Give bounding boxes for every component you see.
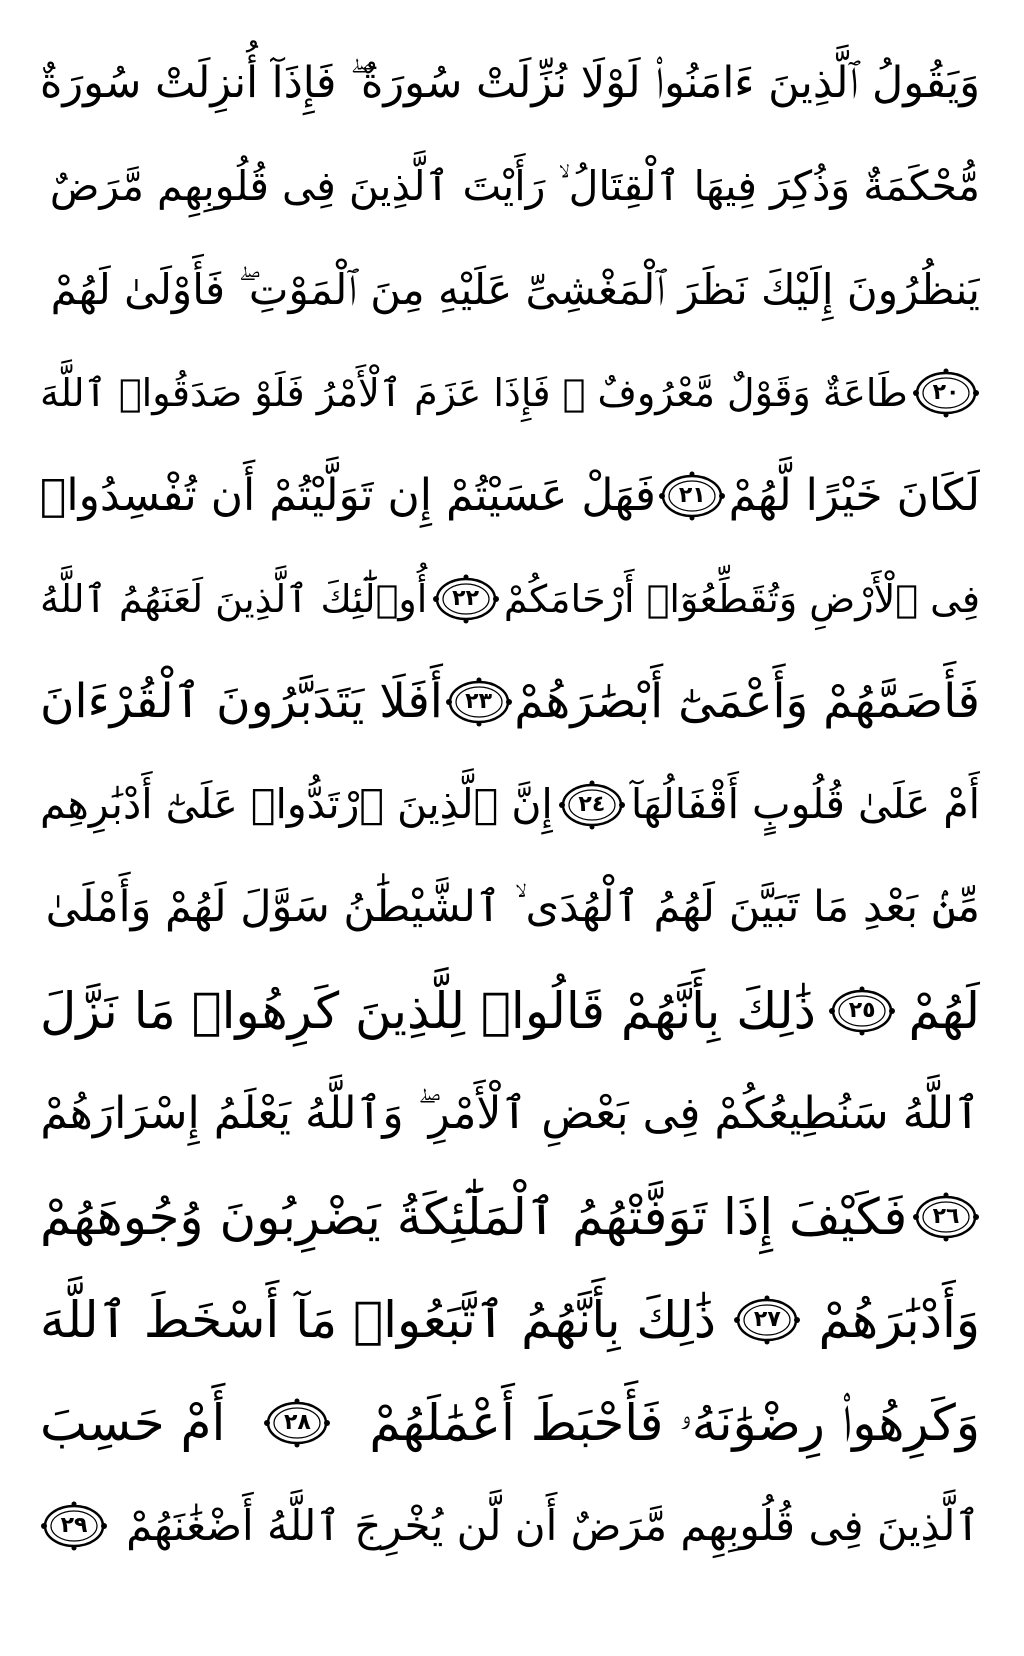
verse-text: مُّحْكَمَةٌ وَذُكِرَ فِيهَا ٱلْقِتَالُ ۙ رَأَيْتَ ٱلَّذِينَ فِى قُلُوبِهِم مَّرَضٌ xyxy=(49,162,980,210)
text-line xyxy=(40,238,980,341)
verse-text: وَيَقُولُ ٱلَّذِينَ ءَامَنُوا۟ لَوْلَا نُزِّلَتْ سُورَةٌ ۖ فَإِذَآ أُنزِلَتْ سُورَةٌ xyxy=(40,58,980,108)
text-line xyxy=(40,1165,980,1268)
verse-text: ذَٰلِكَ بِأَنَّهُمْ قَالُوا۟ لِلَّذِينَ كَرِهُوا۟ مَا نَزَّلَ xyxy=(40,981,816,1040)
text-line xyxy=(40,856,980,959)
ayah-end-marker xyxy=(558,779,626,831)
ayah-end-marker xyxy=(445,676,513,728)
verse-text: ٱللَّهُ سَنُطِيعُكُمْ فِى بَعْضِ ٱلْأَمْرِ ۖ وَٱللَّهُ يَعْلَمُ إِسْرَارَهُمْ xyxy=(40,1087,980,1139)
text-line xyxy=(40,753,980,856)
text-line xyxy=(40,959,980,1062)
ayah-number: ٢٩ xyxy=(60,1512,88,1538)
ayah-number: ٢٦ xyxy=(932,1203,960,1229)
ayah-end-marker xyxy=(658,470,726,522)
ayah-end-marker xyxy=(733,1294,801,1346)
text-line xyxy=(40,341,980,444)
text-line xyxy=(40,650,980,753)
verse-text: فِى ٱلْأَرْضِ وَتُقَطِّعُوٓا۟ أَرْحَامَكُمْ xyxy=(503,576,980,621)
verse-text: لَكَانَ خَيْرًا لَّهُمْ xyxy=(728,469,980,521)
verse-text: أَمْ حَسِبَ xyxy=(40,1393,226,1452)
verse-text: طَاعَةٌ وَقَوْلٌ مَّعْرُوفٌ ۚ فَإِذَا عَزَمَ ٱلْأَمْرُ فَلَوْ صَدَقُوا۟ ٱللَّهَ xyxy=(40,370,908,415)
verse-text: فَهَلْ عَسَيْتُمْ إِن تَوَلَّيْتُمْ أَن تُفْسِدُوا۟ xyxy=(40,469,656,521)
ayah-number: ٢٥ xyxy=(848,997,876,1023)
text-line xyxy=(40,32,980,135)
ayah-number: ٢٣ xyxy=(465,688,492,714)
verse-text: ٱلَّذِينَ فِى قُلُوبِهِم مَّرَضٌ أَن لَّن يُخْرِجَ ٱللَّهُ أَضْغَٰنَهُمْ xyxy=(126,1500,980,1550)
ayah-end-marker xyxy=(912,1191,980,1243)
verse-text: مِّنۢ بَعْدِ مَا تَبَيَّنَ لَهُمُ ٱلْهُدَى ۙ ٱلشَّيْطَٰنُ سَوَّلَ لَهُمْ وَأَمْلَىٰ xyxy=(45,882,980,932)
ayah-end-marker xyxy=(40,1500,108,1552)
ayah-number: ٢٢ xyxy=(452,585,480,611)
text-line xyxy=(40,1062,980,1165)
verse-text: أُو۟لَٰٓئِكَ ٱلَّذِينَ لَعَنَهُمُ ٱللَّهُ xyxy=(40,576,428,621)
verse-text: إِنَّ ٱلَّذِينَ ٱرْتَدُّوا۟ عَلَىٰٓ أَدْبَٰرِهِم xyxy=(40,780,553,828)
text-line xyxy=(40,444,980,547)
verse-text: يَنظُرُونَ إِلَيْكَ نَظَرَ ٱلْمَغْشِىِّ عَلَيْهِ مِنَ ٱلْمَوْتِ ۖ فَأَوْلَىٰ لَهُمْ xyxy=(50,264,980,314)
verse-text: وَأَدْبَٰرَهُمْ xyxy=(818,1290,980,1349)
text-line xyxy=(40,547,980,650)
ayah-end-marker xyxy=(828,985,896,1037)
text-line xyxy=(40,1371,980,1474)
verse-text: ذَٰلِكَ بِأَنَّهُمُ ٱتَّبَعُوا۟ مَآ أَسْخَطَ ٱللَّهَ xyxy=(40,1290,717,1349)
verse-text: أَمْ عَلَىٰ قُلُوبٍ أَقْفَالُهَآ xyxy=(630,780,980,828)
ayah-number: ٢١ xyxy=(678,482,706,508)
ayah-number: ٢٧ xyxy=(753,1306,781,1332)
text-line xyxy=(40,135,980,238)
verse-text: فَكَيْفَ إِذَا تَوَفَّتْهُمُ ٱلْمَلَٰٓئِكَةُ يَضْرِبُونَ وُجُوهَهُمْ xyxy=(40,1187,908,1246)
text-line xyxy=(40,1474,980,1577)
verse-text: لَهُمْ xyxy=(908,981,980,1040)
verse-text: وَكَرِهُوا۟ رِضْوَٰنَهُۥ فَأَحْبَطَ أَعْمَٰلَهُمْ xyxy=(369,1393,980,1452)
text-line xyxy=(40,1268,980,1371)
ayah-number: ٢٨ xyxy=(283,1409,311,1435)
verse-text: أَفَلَا يَتَدَبَّرُونَ ٱلْقُرْءَانَ xyxy=(40,674,443,729)
ayah-number: ٢٤ xyxy=(578,791,606,817)
ayah-end-marker xyxy=(432,573,500,625)
ayah-number: ٢٠ xyxy=(932,379,960,405)
ayah-end-marker xyxy=(912,367,980,419)
ayah-end-marker xyxy=(263,1397,331,1449)
verse-text: فَأَصَمَّهُمْ وَأَعْمَىٰٓ أَبْصَٰرَهُمْ xyxy=(514,674,980,729)
